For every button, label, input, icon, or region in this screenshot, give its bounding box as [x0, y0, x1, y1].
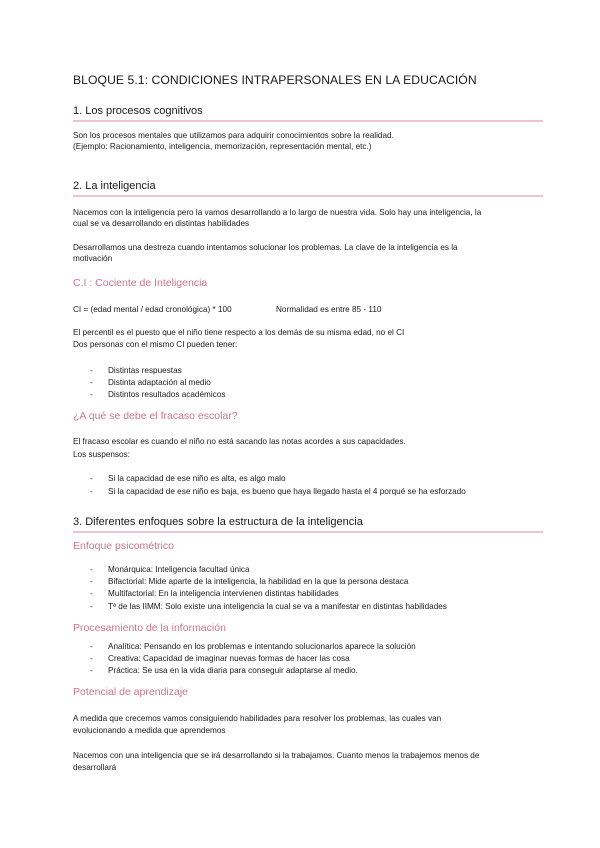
list-item-text: Distintos resultados académicos	[108, 390, 226, 399]
potencial-paragraph-2a: Nacemos con una inteligencia que se irá desarrollando si la trabajamos. Cuanto menos la trabajemos menos de	[73, 751, 480, 760]
list-item-text: Multifactorial: En la inteligencia intervienen distintas habilidades	[108, 589, 339, 598]
fracaso-paragraph-1: El fracaso escolar es cuando el niño no está sacando las notas acordes a sus capacidades.	[73, 437, 406, 446]
section-1-heading-text: 1. Los procesos cognitivos	[73, 105, 203, 117]
list-item-text: Práctica: Se usa en la vida diaria para conseguir adaptarse al medio.	[108, 666, 358, 675]
list-item-text: Tª de las IIMM: Solo existe una inteligencia la cual se va a manifestar en distintas habilidades	[108, 602, 447, 611]
list-item: - Práctica: Se usa en la vida diaria para conseguir adaptarse al medio.	[90, 666, 358, 675]
document-title: BLOQUE 5.1: CONDICIONES INTRAPERSONALES EN LA EDUCACIÓN	[73, 73, 477, 87]
potencial-paragraph-1a: A medida que crecemos vamos consiguiendo habilidades para resolver los problemas, las cuales van	[73, 714, 442, 723]
section-1-paragraph-2: (Ejemplo: Racionamiento, inteligencia, memorización, representación mental, etc.)	[73, 142, 372, 151]
list-item-text: Si la capacidad de ese niño es alta, es algo malo	[108, 474, 286, 483]
section-1-paragraph-1: Son los procesos mentales que utilizamos para adquirir conocimientos sobre la realidad.	[73, 131, 394, 140]
ci-heading: C.I : Cociente de Inteligencia	[73, 277, 208, 289]
section-1-underline	[73, 120, 543, 122]
list-item: - Distintas respuestas	[90, 366, 182, 375]
ci-normal-range: Normalidad es entre 85 - 110	[276, 305, 382, 314]
section-2-heading	[73, 180, 156, 192]
ci-formula-row	[73, 305, 382, 314]
ci-paragraph-2: Dos personas con el mismo CI pueden tener:	[73, 340, 238, 349]
fracaso-paragraph-2: Los suspensos:	[73, 450, 130, 459]
list-item: - Tª de las IIMM: Solo existe una inteligencia la cual se va a manifestar en distintas habilidades	[90, 602, 447, 611]
potencial-paragraph-2b: desarrollará	[73, 763, 117, 772]
section-3-heading	[73, 516, 363, 528]
list-item: - Creativa: Capacidad de imaginar nuevas formas de hacer las cosa	[90, 654, 350, 663]
list-item-text: Analítica: Pensando en los problemas e intentando solucionarlos aparece la solución	[108, 642, 416, 651]
list-item-text: Monárquica: Inteligencia facultad única	[108, 565, 250, 574]
list-item-text: Si la capacidad de ese niño es baja, es bueno que haya llegado hasta el 4 porqué se ha esforzado	[108, 487, 466, 496]
list-item: - Distinta adaptación al medio	[90, 378, 211, 387]
section-3-underline	[73, 531, 543, 533]
list-item: - Analítica: Pensando en los problemas e intentando solucionarlos aparece la solución	[90, 642, 416, 651]
list-item-text: Distintas respuestas	[108, 366, 182, 375]
list-item-text: Distinta adaptación al medio	[108, 378, 211, 387]
psicometrico-heading: Enfoque psicométrico	[73, 540, 174, 552]
section-2-heading-text: 2. La inteligencia	[73, 180, 156, 192]
section-1-heading	[73, 105, 203, 117]
section-2-underline	[73, 195, 543, 197]
list-item-text: Bifactorial: Mide aparte de la inteligencia, la habilidad en la que la persona destaca	[108, 577, 409, 586]
list-item: - Monárquica: Inteligencia facultad única	[90, 565, 250, 574]
ci-paragraph-1: El percentil es el puesto que el niño tiene respecto a los demás de su misma edad, no el CI	[73, 328, 405, 337]
section-2-paragraph-2a: Desarrollamos una destreza cuando intentamos solucionar los problemas. La clave de la inteligencia es la	[73, 243, 458, 252]
ci-formula: CI = (edad mental / edad cronológica) * 100	[73, 305, 232, 314]
list-item-text: Creativa: Capacidad de imaginar nuevas formas de hacer las cosa	[108, 654, 350, 663]
section-2-paragraph-1a: Nacemos con la inteligencia pero la vamos desarrollando a lo largo de nuestra vida. Solo hay una inteligencia, la	[73, 208, 482, 217]
potencial-paragraph-1b: evolucionando a medida que aprendemos	[73, 726, 226, 735]
section-2-paragraph-1b: cual se va desarrollando en distintas habilidades	[73, 219, 250, 228]
list-item: - Multifactorial: En la inteligencia intervienen distintas habilidades	[90, 589, 339, 598]
list-item: - Si la capacidad de ese niño es alta, es algo malo	[90, 474, 286, 483]
list-item: - Si la capacidad de ese niño es baja, es bueno que haya llegado hasta el 4 porqué se ha esforzado	[90, 487, 466, 496]
list-item: - Bifactorial: Mide aparte de la inteligencia, la habilidad en la que la persona destaca	[90, 577, 409, 586]
procesamiento-heading: Procesamiento de la información	[73, 622, 226, 634]
fracaso-heading: ¿A qué se debe el fracaso escolar?	[73, 410, 238, 422]
list-item: - Distintos resultados académicos	[90, 390, 226, 399]
potencial-heading: Potencial de aprendizaje	[73, 686, 188, 698]
section-2-paragraph-2b: motivación	[73, 254, 113, 263]
section-3-heading-text: 3. Diferentes enfoques sobre la estructura de la inteligencia	[73, 516, 363, 528]
